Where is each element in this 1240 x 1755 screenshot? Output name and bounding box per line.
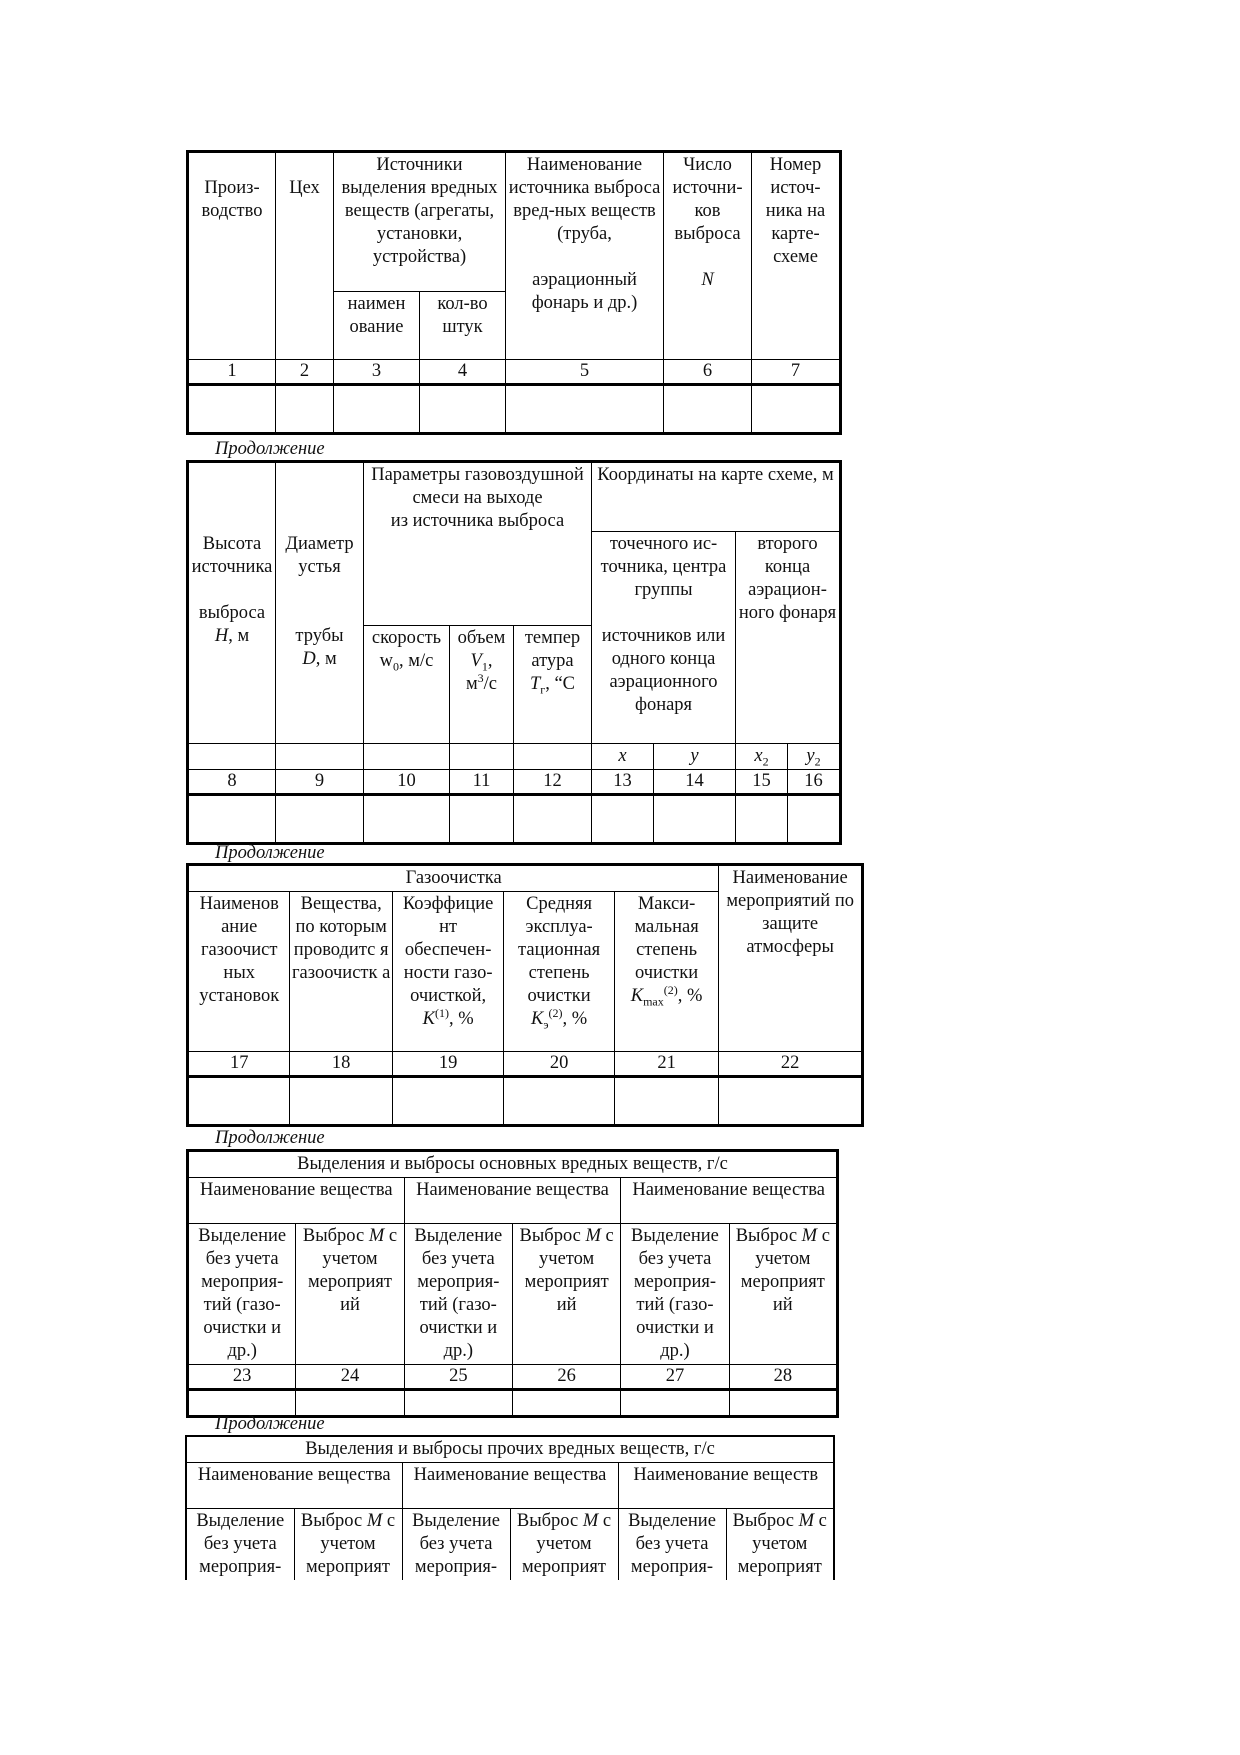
empty-cell — [504, 1077, 614, 1126]
col-tochech — [592, 532, 736, 744]
empty-cell — [404, 1390, 512, 1417]
num-cell: 3 — [334, 360, 420, 385]
vybros-label: Выброс — [735, 1226, 798, 1246]
coord-y2 — [788, 744, 841, 770]
vybros-m: M — [801, 1226, 818, 1246]
vybros-label-b: с учетом мероприят ий — [307, 1226, 398, 1315]
num-cell: 28 — [729, 1365, 837, 1390]
empty-cell — [514, 795, 592, 844]
empty-cell — [420, 385, 506, 434]
empty-cell — [188, 795, 276, 844]
empty-cell — [592, 795, 654, 844]
table1-number-row — [188, 360, 841, 385]
continue-label-4: Продолжение — [215, 1414, 325, 1434]
skorost-unit: , м/с — [399, 651, 434, 671]
naim-veshch-2: Наименование вещества — [402, 1463, 618, 1509]
continue-label-2: Продолжение — [215, 843, 325, 863]
x2-sub: 2 — [762, 754, 769, 769]
diam-label-b: трубы — [295, 626, 344, 646]
table-gas-cleaning — [186, 863, 864, 1127]
num-cell: 16 — [788, 770, 841, 795]
x2-letter: x — [754, 746, 763, 766]
max-sub: max — [643, 994, 664, 1009]
naim-istochnika-a: Наименование источника выброса вред-ных веществ (труба, — [508, 155, 661, 244]
vysota-unit: , м — [228, 626, 250, 646]
vybros-3 — [729, 1224, 837, 1365]
num-cell: 13 — [592, 770, 654, 795]
vybros-label: Выброс — [302, 1226, 365, 1246]
table3-empty-row — [188, 1077, 863, 1126]
col-vysota — [188, 462, 276, 744]
coord-x: x — [592, 744, 654, 770]
naim-istochnika-b: аэрационный фонарь и др.) — [531, 270, 638, 313]
naim-veshch-3: Наименование вещества — [621, 1178, 838, 1224]
chislo-label: Число источни-ков выброса — [672, 155, 743, 244]
tochech-label-b: источников или одного конца аэрационного фонаря — [601, 626, 726, 715]
empty-cell — [752, 385, 841, 434]
continue-label-1: Продолжение — [215, 439, 325, 459]
vysota-h: H — [214, 626, 229, 646]
y2-sub: 2 — [814, 754, 821, 769]
empty-cell — [506, 385, 664, 434]
skorost-sub: 0 — [393, 659, 400, 674]
empty-cell — [276, 385, 334, 434]
num-cell: 6 — [664, 360, 752, 385]
koef-label: Коэффицие нт обеспечен-ности газо-очисткой, — [402, 894, 494, 1006]
vybros-label-b: с учетом мероприят — [305, 1511, 396, 1577]
col-max — [614, 892, 718, 1052]
empty-cell — [276, 795, 364, 844]
vysota-label: Высота источника — [191, 534, 273, 577]
obem-unit-b: /с — [483, 674, 498, 694]
col-chislo — [664, 152, 752, 360]
table2-number-row — [188, 770, 841, 795]
table2-empty-row — [188, 795, 841, 844]
vybros-2 — [512, 1224, 620, 1365]
obem-v: V — [470, 651, 482, 671]
table-sources — [186, 150, 842, 435]
obem-unit: м — [465, 674, 478, 694]
srednyaya-unit: , % — [562, 1009, 588, 1029]
num-cell: 15 — [736, 770, 788, 795]
obem-label: объем — [457, 628, 506, 648]
empty-cell — [392, 1077, 503, 1126]
vybros-m: M — [585, 1226, 601, 1246]
num-cell: 22 — [719, 1052, 863, 1077]
num-cell: 9 — [276, 770, 364, 795]
empty-cell — [450, 795, 514, 844]
y2-letter: y — [806, 746, 815, 766]
naim-veshch-1: Наименование вещества — [188, 1178, 405, 1224]
num-cell: 5 — [506, 360, 664, 385]
table4-number-row — [188, 1365, 838, 1390]
col-params — [364, 462, 592, 626]
col-ceh: Цех — [276, 152, 334, 360]
num-cell: 7 — [752, 360, 841, 385]
table4-title: Выделения и выбросы основных вредных веществ, г/с — [188, 1151, 838, 1178]
empty-cell — [654, 795, 736, 844]
vysota-label-b: выброса — [198, 603, 266, 623]
col-koef — [392, 892, 503, 1052]
vybros-label: Выброс — [516, 1511, 579, 1531]
empty-cell — [188, 385, 276, 434]
vybros-2 — [510, 1509, 618, 1581]
vybros-m: M — [368, 1226, 385, 1246]
col-temp — [514, 626, 592, 744]
vybros-label: Выброс — [519, 1226, 581, 1246]
max-k: K — [630, 986, 644, 1006]
vybros-label-b: с учетом мероприят ий — [524, 1226, 614, 1315]
srednyaya-k: K — [531, 1009, 544, 1029]
vybros-label-b: с учетом мероприят — [737, 1511, 827, 1577]
num-cell: 24 — [296, 1365, 404, 1390]
num-cell: 4 — [420, 360, 506, 385]
empty-cell — [729, 1390, 837, 1417]
col-nomer: Номер источ-ника на карте-схеме — [752, 152, 841, 360]
vydelenie-1: Выделение без учета мероприя- — [186, 1509, 294, 1581]
col-diametr — [276, 462, 364, 744]
num-cell: 19 — [392, 1052, 503, 1077]
vybros-label-b: с учетом мероприят ий — [740, 1226, 830, 1315]
koef-sup: (1) — [434, 1005, 449, 1020]
naim-veshch-1: Наименование вещества — [186, 1463, 402, 1509]
num-cell: 18 — [290, 1052, 392, 1077]
vybros-m: M — [366, 1511, 383, 1531]
col-proizvodstvo: Произ-водство — [188, 152, 276, 360]
temp-label: темпер атура — [524, 628, 581, 671]
temp-t: T — [529, 674, 541, 694]
num-cell: 2 — [276, 360, 334, 385]
table5-title: Выделения и выбросы прочих вредных веществ, г/с — [186, 1436, 834, 1463]
table-params — [186, 460, 842, 845]
table3-number-row — [188, 1052, 863, 1077]
table-main-emissions — [186, 1149, 839, 1418]
koef-unit: , % — [448, 1009, 474, 1029]
koef-k: K — [422, 1009, 435, 1029]
num-cell: 12 — [514, 770, 592, 795]
empty-cell — [621, 1390, 729, 1417]
vydelenie-2: Выделение без учета мероприя- — [402, 1509, 510, 1581]
num-cell: 20 — [504, 1052, 614, 1077]
vybros-1 — [294, 1509, 402, 1581]
diam-label: Диаметр устья — [285, 534, 354, 577]
vydelenie-3: Выделение без учета мероприя-тий (газо-очистки и др.) — [621, 1224, 729, 1365]
vybros-label: Выброс — [732, 1511, 794, 1531]
table1-empty-row — [188, 385, 841, 434]
empty-cell — [188, 1077, 290, 1126]
col-gazoochistka: Газоочистка — [188, 865, 719, 892]
num-cell: 27 — [621, 1365, 729, 1390]
num-cell: 21 — [614, 1052, 718, 1077]
max-unit: , % — [677, 986, 703, 1006]
vybros-label-b: с учетом мероприят — [521, 1511, 612, 1577]
vybros-1 — [296, 1224, 404, 1365]
col-srednyaya — [504, 892, 614, 1052]
diam-d: D — [302, 649, 316, 669]
col-veshchestva: Вещества, по которым проводитс я газоочистк а — [290, 892, 392, 1052]
vybros-m: M — [798, 1511, 815, 1531]
temp-unit: , “С — [545, 674, 576, 694]
col-naim-meropr: Наименование мероприятий по защите атмосферы — [719, 865, 863, 1052]
col-naim-istochnika — [506, 152, 664, 360]
col-skorost — [364, 626, 450, 744]
col-naim-ustanovok: Наименов ание газоочист ных установок — [188, 892, 290, 1052]
vydelenie-2: Выделение без учета мероприя-тий (газо-очистки и др.) — [404, 1224, 512, 1365]
vydelenie-3: Выделение без учета мероприя- — [618, 1509, 726, 1581]
params-label: Параметры газовоздушной смеси на выходе — [371, 465, 584, 508]
vybros-3 — [726, 1509, 834, 1581]
col-koord: Координаты на карте схеме, м — [592, 462, 841, 532]
vybros-label: Выброс — [300, 1511, 363, 1531]
continue-label-3: Продолжение — [215, 1128, 325, 1148]
coord-x2 — [736, 744, 788, 770]
empty-cell — [664, 385, 752, 434]
max-label: Макси-мальная степень очистки — [634, 894, 699, 983]
srednyaya-label: Средняя эксплуа-тационная степень очистки — [518, 894, 601, 1006]
num-cell: 10 — [364, 770, 450, 795]
num-cell: 23 — [188, 1365, 296, 1390]
obem-sup: 3 — [477, 670, 484, 685]
max-sup: (2) — [663, 982, 678, 997]
num-cell: 11 — [450, 770, 514, 795]
empty-cell — [736, 795, 788, 844]
obem-sub: 1 — [481, 659, 488, 674]
params-label-b: из источника выброса — [390, 511, 565, 531]
empty-cell — [512, 1390, 620, 1417]
empty-cell — [788, 795, 841, 844]
vybros-m: M — [582, 1511, 599, 1531]
naim-veshchestv: Наименование веществ — [618, 1463, 834, 1509]
num-cell: 26 — [512, 1365, 620, 1390]
tochech-label: точечного ис-точника, центра группы — [600, 534, 727, 600]
srednyaya-sub: э — [543, 1017, 549, 1032]
chislo-n: N — [701, 270, 714, 290]
num-cell: 25 — [404, 1365, 512, 1390]
empty-cell — [614, 1077, 718, 1126]
coord-y: y — [654, 744, 736, 770]
col-kolvo: кол-во штук — [420, 292, 506, 360]
vydelenie-1: Выделение без учета мероприя-тий (газо-очистки и др.) — [188, 1224, 296, 1365]
empty-cell — [290, 1077, 392, 1126]
num-cell: 1 — [188, 360, 276, 385]
col-istochniki: Источники выделения вредных веществ (агрегаты, установки, устройства) — [334, 152, 506, 292]
empty-cell — [719, 1077, 863, 1126]
diam-unit: , м — [315, 649, 337, 669]
skorost-label: скорость w — [371, 628, 442, 671]
naim-veshch-2: Наименование вещества — [404, 1178, 621, 1224]
num-cell: 17 — [188, 1052, 290, 1077]
num-cell: 8 — [188, 770, 276, 795]
temp-sub: г — [540, 682, 546, 697]
empty-cell — [334, 385, 420, 434]
num-cell: 14 — [654, 770, 736, 795]
col-obem: объем $V_1$, $м^3/с$ — [450, 626, 514, 744]
empty-cell — [364, 795, 450, 844]
col-naimen: наимен ование — [334, 292, 420, 360]
srednyaya-sup: (2) — [548, 1005, 563, 1020]
col-vtorogo: второго конца аэрацион-ного фонаря — [736, 532, 841, 744]
table-other-emissions — [185, 1435, 835, 1580]
